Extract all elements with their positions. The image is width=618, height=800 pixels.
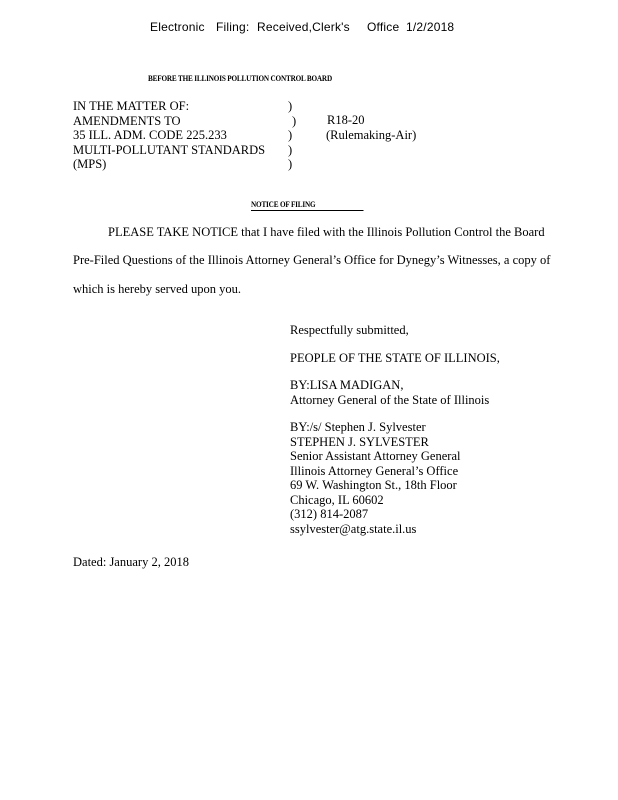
attorney-general-name: BY:LISA MADIGAN,	[290, 378, 404, 392]
party-name: PEOPLE OF THE STATE OF ILLINOIS,	[290, 351, 500, 365]
signer-office: Illinois Attorney General’s Office	[290, 463, 459, 478]
caption-line: IN THE MATTER OF:	[73, 99, 190, 113]
caption-paren: )	[292, 113, 297, 128]
stamp-electronic: Electronic	[150, 20, 205, 34]
stamp-filing: Filing:	[216, 20, 250, 34]
docket-note: (Rulemaking-Air)	[326, 128, 417, 142]
attorney-general-block	[290, 378, 489, 407]
stamp-office: Office	[367, 20, 400, 34]
caption-line: AMENDMENTS TO	[73, 113, 181, 128]
respectfully-submitted: Respectfully submitted,	[290, 323, 409, 337]
signer-street: 69 W. Washington St., 18th Floor	[290, 478, 457, 492]
attorney-general-title: Attorney General of the State of Illinois	[290, 392, 490, 407]
signer-block	[290, 420, 460, 536]
signature-line: BY:/s/ Stephen J. Sylvester	[290, 420, 426, 434]
caption-paren: )	[288, 157, 293, 171]
notice-title: NOTICE OF FILING	[251, 200, 364, 211]
signer-email: ssylvester@atg.state.il.us	[290, 521, 417, 536]
caption-separators	[288, 99, 296, 172]
caption-line: (MPS)	[73, 157, 107, 171]
body-line-2: Pre-Filed Questions of the Illinois Attorney General’s Office for Dynegy’s Witnesses, a copy of	[73, 253, 551, 267]
caption-line: 35 ILL. ADM. CODE 225.233	[73, 128, 227, 142]
signer-city: Chicago, IL 60602	[290, 492, 384, 507]
signer-phone: (312) 814-2087	[290, 507, 369, 521]
stamp-date: 1/2/2018	[406, 20, 455, 34]
case-caption	[73, 99, 265, 172]
caption-paren: )	[288, 128, 293, 142]
dated-line: Dated: January 2, 2018	[73, 555, 189, 569]
stamp-received: Received,Clerk's	[257, 20, 350, 34]
signer-title: Senior Assistant Attorney General	[290, 449, 461, 463]
body-line-3: which is hereby served upon you.	[73, 282, 242, 296]
caption-paren: )	[288, 99, 293, 113]
body-line-1: PLEASE TAKE NOTICE that I have filed with the Illinois Pollution Control the Board	[108, 225, 545, 239]
board-heading: BEFORE THE ILLINOIS POLLUTION CONTROL BOARD	[148, 74, 332, 83]
signer-name: STEPHEN J. SYLVESTER	[290, 434, 429, 449]
caption-paren: )	[288, 142, 293, 157]
caption-line: MULTI-POLLUTANT STANDARDS	[73, 142, 266, 157]
docket-number: R18-20	[327, 113, 365, 127]
